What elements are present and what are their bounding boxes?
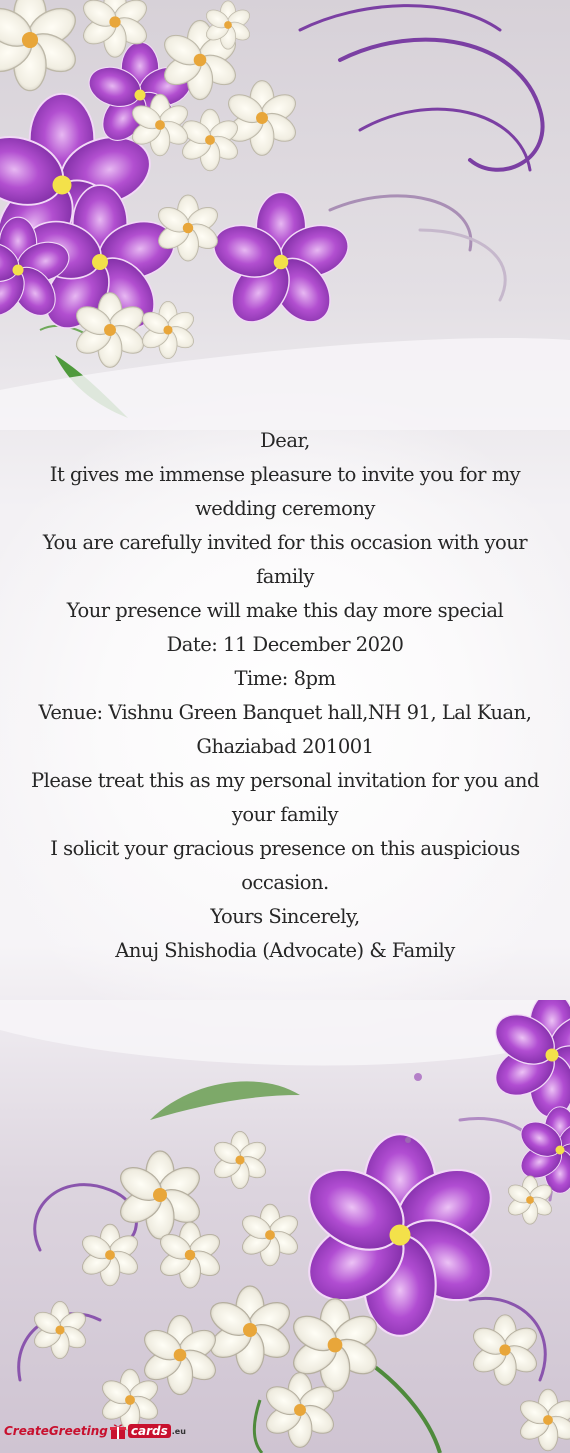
leaf-icon bbox=[150, 1081, 300, 1120]
brand-name: CreateGreeting bbox=[4, 1424, 108, 1438]
bottom-floral-decoration bbox=[0, 1000, 570, 1453]
invitation-line: It gives me immense pleasure to invite you for my wedding ceremony bbox=[49, 463, 521, 520]
white-flower-icon bbox=[224, 81, 301, 156]
signature: Anuj Shishodia (Advocate) & Family bbox=[115, 939, 455, 962]
top-floral-decoration bbox=[0, 0, 570, 430]
white-flower-icon bbox=[205, 1286, 295, 1374]
closing: Yours Sincerely, bbox=[210, 905, 360, 928]
white-flower-icon bbox=[31, 1301, 90, 1358]
violet-flower-icon bbox=[207, 192, 355, 332]
violet-flower-icon bbox=[515, 1107, 570, 1193]
presence-line: Your presence will make this day more special bbox=[66, 599, 504, 622]
brand-cards: cards bbox=[128, 1424, 171, 1438]
invitation-message bbox=[20, 424, 550, 968]
white-flower-icon bbox=[78, 1224, 141, 1286]
greeting: Dear, bbox=[260, 429, 310, 452]
gift-box-icon bbox=[109, 1422, 127, 1440]
venue-line: Venue: Vishnu Green Banquet hall,NH 91, Lal Kuan, Ghaziabad 201001 bbox=[38, 701, 532, 758]
white-flower-icon bbox=[211, 1131, 270, 1188]
white-flower-icon bbox=[0, 0, 82, 91]
white-flower-icon bbox=[469, 1315, 541, 1385]
white-flower-icon bbox=[238, 1204, 301, 1266]
brand-logo[interactable] bbox=[4, 1416, 186, 1446]
family-line: You are carefully invited for this occasion with your family bbox=[42, 531, 528, 588]
time-line: Time: 8pm bbox=[234, 667, 336, 690]
solicit-line: I solicit your gracious presence on this auspicious occasion. bbox=[50, 837, 520, 894]
brand-domain: .eu bbox=[171, 1426, 186, 1436]
date-line: Date: 11 December 2020 bbox=[166, 633, 404, 656]
personal-invitation-line: Please treat this as my personal invitation for you and your family bbox=[31, 769, 539, 826]
white-flower-icon bbox=[516, 1389, 570, 1451]
